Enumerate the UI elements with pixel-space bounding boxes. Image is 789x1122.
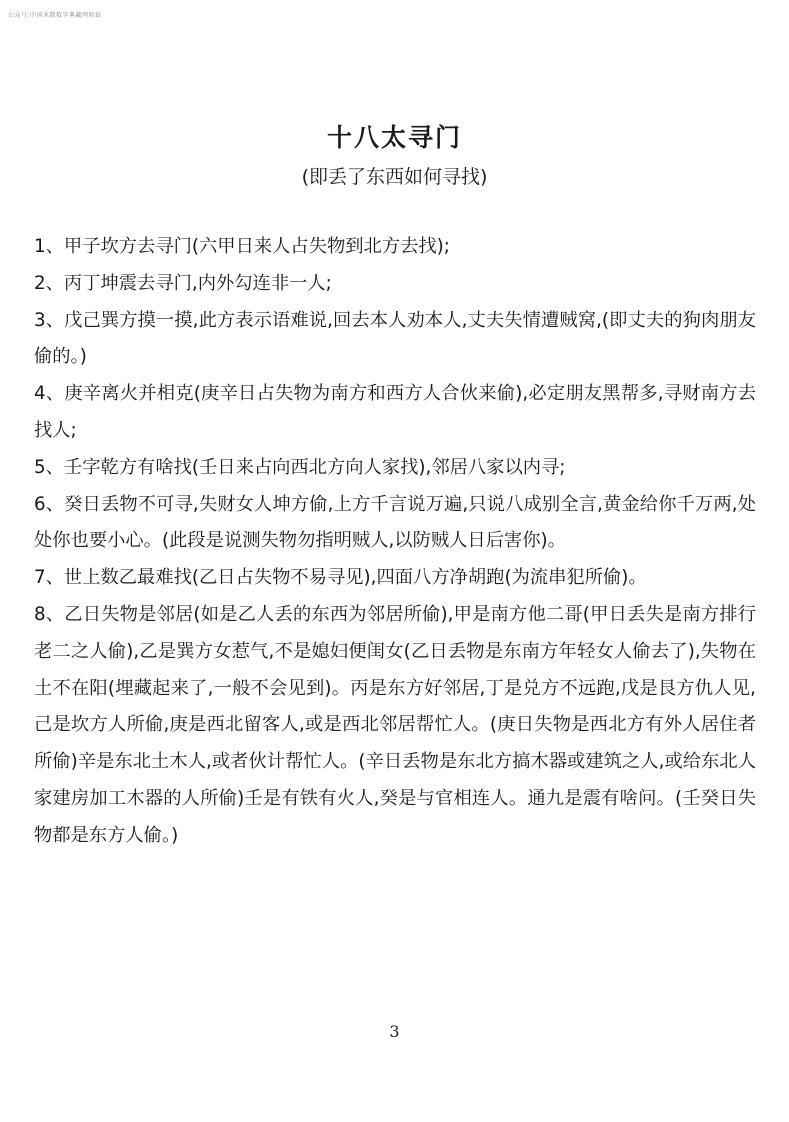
paragraph-6: 6、癸日丢物不可寻,失财女人坤方偷,上方千言说万遍,只说八成别全言,黄金给你千万两,处处你也要小心。(此段是说测失物勿指明贼人,以防贼人日后害你)。 <box>34 493 756 552</box>
document-body <box>34 229 756 855</box>
watermark-text: 公众号:中国术数数字典藏网转载 <box>8 12 102 19</box>
paragraph-3: 3、戊己巽方摸一摸,此方表示语难说,回去本人劝本人,丈夫失情遭贼窝,(即丈夫的狗肉朋友偷的。) <box>34 309 756 368</box>
paragraph-7: 7、世上数乙最难找(乙日占失物不易寻见),四面八方净胡跑(为流串犯所偷)。 <box>34 567 647 589</box>
paragraph-1: 1、甲子坎方去寻门(六甲日来人占失物到北方去找); <box>34 236 450 257</box>
paragraph-4: 4、庚辛离火并相克(庚辛日占失物为南方和西方人合伙来偷),必定朋友黑帮多,寻财南方去找人; <box>34 383 756 441</box>
paragraph-2: 2、丙丁坤震去寻门,内外勾连非一人; <box>34 272 332 294</box>
page-number: 3 <box>389 1022 400 1041</box>
page-subtitle: (即丢了东西如何寻找) <box>301 166 488 188</box>
paragraph-8: 8、乙日失物是邻居(如是乙人丢的东西为邻居所偷),甲是南方他二哥(甲日丢失是南方排行老二之人偷),乙是巽方女惹气,不是媳妇便闺女(乙日丢物是东南方年轻女人偷去了),失物在土不在阳(埋藏起来了,一般不会见到)。丙是东方好邻居,丁是兑方不远跑,戊是艮方仇人见,己是坎方人所偷,庚是西北留客人,或是西北邻居帮忙人。(庚日失物是西北方有外人居住者所偷)辛是东北土木人,或者伙计帮忙人。(辛日丢物是东北方搞木器或建筑之人,或给东北人家建房加工木器的人所偷)壬是有铁有火人,癸是与官相连人。通九是震有啥问。(壬癸日失物都是东方人偷。) <box>34 603 756 846</box>
page-title: 十八太寻门 <box>326 123 462 152</box>
paragraph-5: 5、壬字乾方有啥找(壬日来占向西北方向人家找),邻居八家以内寻; <box>34 456 566 478</box>
